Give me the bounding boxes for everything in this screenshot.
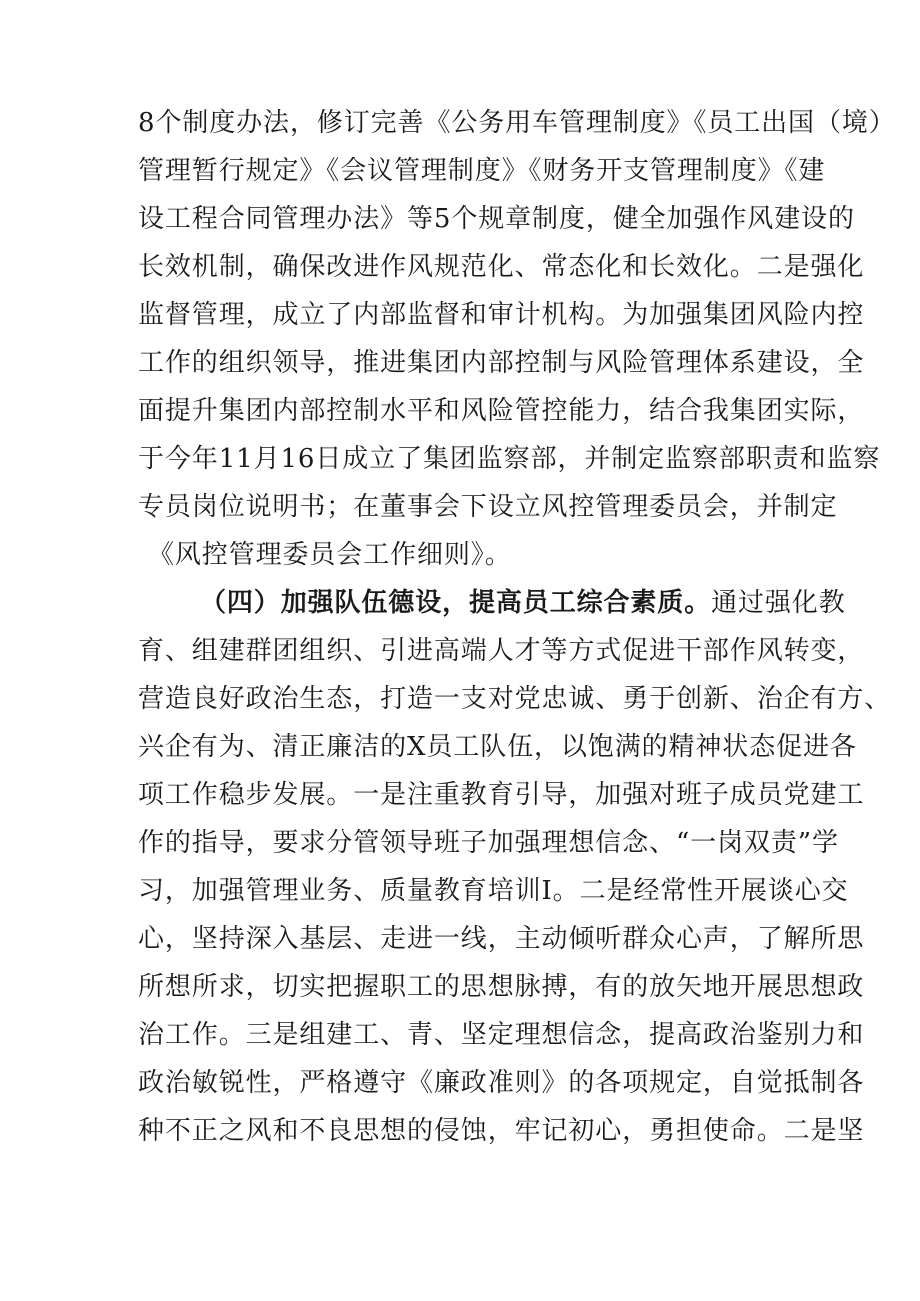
text-line: 《风控管理委员会工作细则》。 [148,540,512,570]
text-line: 政治敏锐性，严格遵守《廉政准则》的各项规定，自觉抵制各 [138,1068,865,1098]
text-line: 监督管理，成立了内部监督和审计机构。为加强集团风险内控 [138,300,865,330]
text-line: 专员岗位说明书；在董事会下设立风控管理委员会，并制定 [138,492,838,522]
text-line: 习，加强管理业务、质量教育培训I。二是经常性开展谈心交 [138,876,849,906]
text-line: 治工作。三是组建工、青、坚定理想信念，提高政治鉴别力和 [138,1020,865,1050]
text-line: 管理暂行规定》《会议管理制度》《财务开支管理制度》《建 [138,156,826,186]
heading-line-text: 通过强化教 [711,588,846,618]
text-line: 长效机制，确保改进作风规范化、常态化和长效化。二是强化 [138,252,865,282]
text-line: 工作的组织领导，推进集团内部控制与风险管理体系建设，全 [138,348,865,378]
text-line: 面提升集团内部控制水平和风险管控能力，结合我集团实际， [138,396,865,426]
text-line: 兴企有为、清正廉洁的X员工队伍，以饱满的精神状态促进各 [138,732,857,762]
section-heading-line [200,583,846,623]
text-line: 项工作稳步发展。一是注重教育引导，加强对班子成员党建工 [138,780,865,810]
text-line: 8个制度办法，修订完善《公务用车管理制度》《员工出国（境） [138,108,896,138]
section-heading: （四）加强队伍德设，提高员工综合素质。 [200,588,712,618]
text-line: 种不正之风和不良思想的侵蚀，牢记初心，勇担使命。二是坚 [138,1116,865,1146]
text-line: 设工程合同管理办法》等5个规章制度，健全加强作风建设的 [138,204,855,234]
text-line: 营造良好政治生态，打造一支对党忠诚、勇于创新、治企有方、 [138,684,892,714]
text-line: 心，坚持深入基层、走进一线，主动倾听群众心声，了解所思 [138,924,865,954]
text-line: 所想所求，切实把握职工的思想脉搏，有的放矢地开展思想政 [138,972,865,1002]
text-line: 育、组建群团组织、引进高端人才等方式促进干部作风转变， [138,636,865,666]
text-line: 于今年11月16日成立了集团监察部，并制定监察部职责和监察 [138,444,881,474]
text-line: 作的指导，要求分管领导班子加强理想信念、“一岗双责”学 [138,828,839,858]
